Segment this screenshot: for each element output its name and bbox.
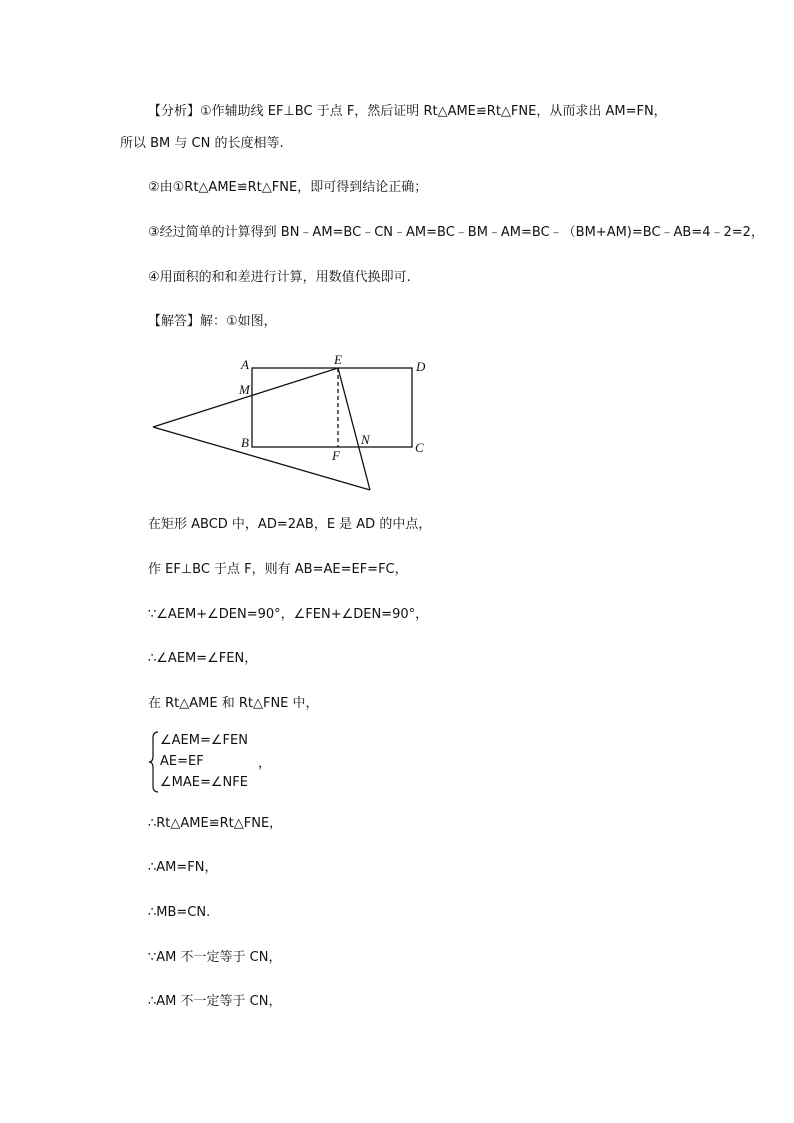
rectangle-abcd bbox=[252, 368, 412, 447]
solution-line-10: ∴AM 不一定等于 CN， bbox=[148, 994, 282, 1009]
label-b: B bbox=[241, 435, 249, 450]
equation-system bbox=[148, 730, 288, 794]
label-m: M bbox=[239, 382, 250, 397]
label-d: D bbox=[416, 359, 426, 374]
analysis-line-1: 【分析】①作辅助线 EF⊥BC 于点 F，然后证明 Rt△AME≌Rt△FNE，从而求出 AM=FN， bbox=[148, 104, 667, 119]
label-a: A bbox=[241, 357, 249, 372]
analysis-line-4: ③经过简单的计算得到 BN﹣AM=BC﹣CN﹣AM=BC﹣BM﹣AM=BC﹣（BM+AM)=BC﹣AB=4﹣2=2， bbox=[148, 225, 764, 240]
solution-line-2: 作 EF⊥BC 于点 F，则有 AB=AE=EF=FC， bbox=[148, 562, 408, 577]
solution-line-9: ∵AM 不一定等于 CN， bbox=[148, 950, 282, 965]
solution-line-3: ∵∠AEM+∠DEN=90°，∠FEN+∠DEN=90°， bbox=[148, 607, 429, 622]
solution-line-6: ∴Rt△AME≌Rt△FNE， bbox=[148, 816, 283, 831]
analysis-line-3: ②由①Rt△AME≌Rt△FNE，即可得到结论正确； bbox=[148, 180, 428, 195]
solution-line-4: ∴∠AEM=∠FEN， bbox=[148, 651, 258, 666]
solution-intro: 【解答】解：①如图， bbox=[148, 314, 277, 329]
label-f: F bbox=[332, 448, 340, 463]
label-c: C bbox=[415, 440, 424, 455]
system-row-1: ∠AEM=∠FEN bbox=[160, 733, 248, 748]
solution-line-1: 在矩形 ABCD 中，AD=2AB，E 是 AD 的中点， bbox=[148, 517, 432, 532]
left-brace-icon bbox=[148, 730, 160, 794]
label-e: E bbox=[334, 352, 342, 367]
analysis-line-5: ④用面积的和和差进行计算，用数值代换即可. bbox=[148, 270, 411, 285]
solution-line-8: ∴MB=CN. bbox=[148, 905, 211, 920]
analysis-line-2: 所以 BM 与 CN 的长度相等. bbox=[120, 136, 284, 151]
system-row-2: AE=EF bbox=[160, 754, 204, 769]
segment-e-lower bbox=[338, 368, 370, 490]
system-row-3: ∠MAE=∠NFE bbox=[160, 775, 248, 790]
solution-line-7: ∴AM=FN， bbox=[148, 860, 218, 875]
label-n: N bbox=[361, 432, 370, 447]
system-comma: ， bbox=[258, 756, 272, 771]
segment-e-apex bbox=[153, 368, 338, 427]
solution-line-5: 在 Rt△AME 和 Rt△FNE 中， bbox=[148, 696, 319, 711]
geometry-figure bbox=[148, 350, 428, 492]
